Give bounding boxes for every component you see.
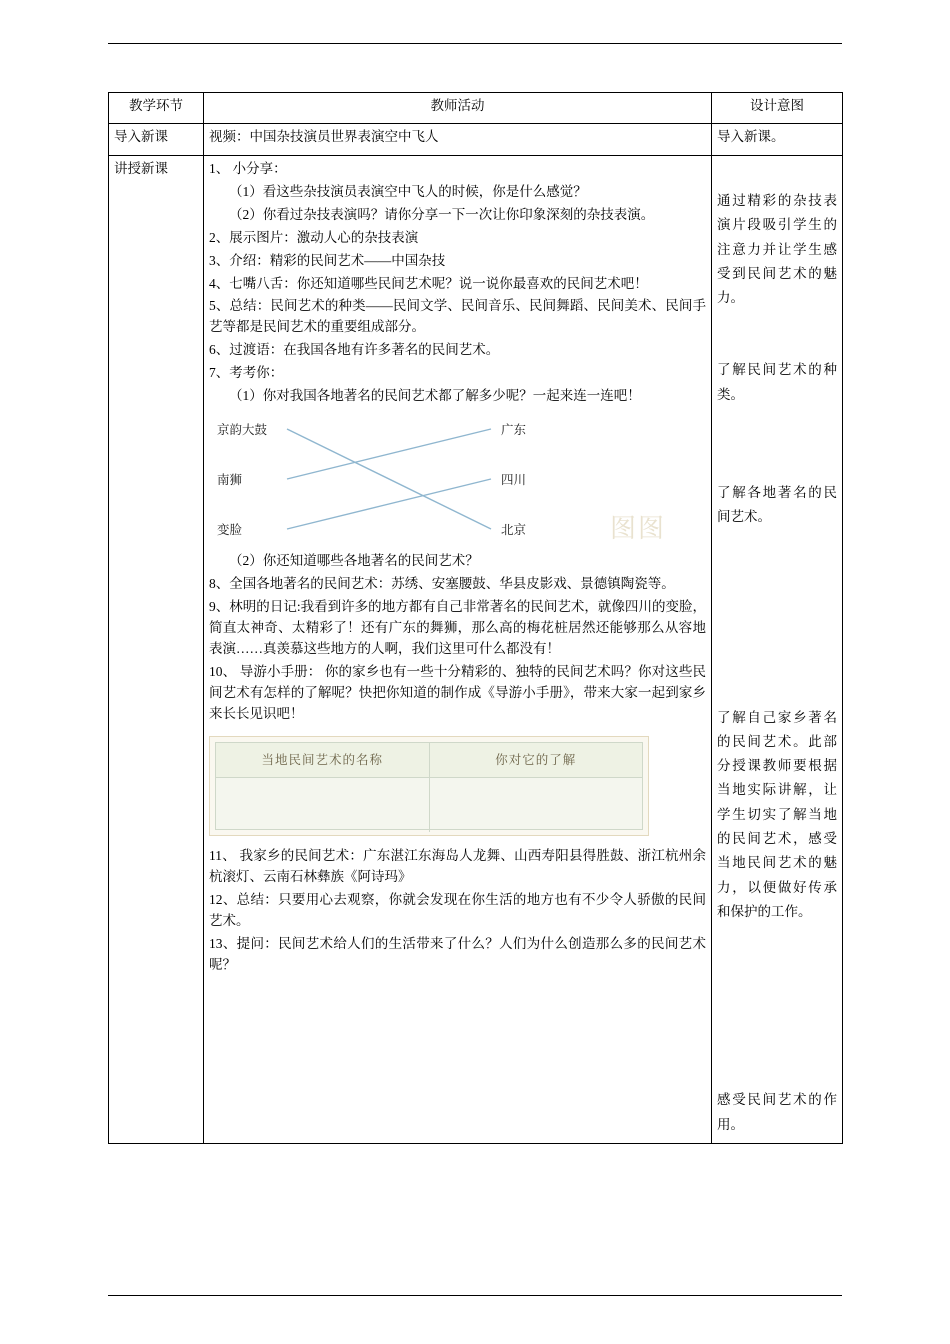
header-stage: 教学环节 [109,93,204,124]
activity-line-14: 10、 导游小手册： 你的家乡也有一些十分精彩的、独特的民间艺术吗？你对这些民间艺术有怎样的了解呢？快把你知道的制作成《导游小手册》，带来大家一起到家乡来长长见识吧！ [209,663,706,721]
table-row [109,155,843,1143]
aim-text-3: 了解各地著名的民间艺术。 [717,485,837,525]
match-right-3: 北京 [501,523,527,538]
match-left-3: 变脸 [217,523,243,538]
aim-text-4: 了解自己家乡著名的民间艺术。此部分授课教师要根据当地实际讲解，让学生切实了解当地的民间艺术，感受当地民间艺术的魅力，以便做好传承和保护的工作。 [717,709,837,919]
tour-handbook-table-image [209,736,649,836]
activity-line-4: 2、展示图片：激动人心的杂技表演 [209,229,419,245]
activity-line-7: 5、总结：民间艺术的种类——民间文学、民间音乐、民间舞蹈、民间美术、民间手艺等都是民间艺术的重要组成部分。 [209,298,706,335]
header-aim: 设计意图 [712,93,843,124]
header-rule [108,43,842,44]
handbook-col1-header: 当地民间艺术的名称 [216,743,430,777]
handbook-inner [215,742,643,830]
activity-line-11: （2）你还知道哪些各地著名的民间艺术？ [229,553,479,569]
activity-line-13: 9、林明的日记:我看到许多的地方都有自己非常著名的民间艺术，就像四川的变脸，简直太神奇、太精彩了！还有广东的舞狮，那么高的梅花桩居然还能够那么从容地表演……真羡慕这些地方的人啊，我们这里可什么都没有！ [209,598,706,656]
cell-activity-intro: 视频：中国杂技演员世界表演空中飞人 [204,123,712,155]
handbook-cell-1 [216,778,430,832]
header-activity: 教师活动 [204,93,712,124]
activity-line-8: 6、过渡语：在我国各地有许多著名的民间艺术。 [209,342,500,358]
activity-line-16: 12、总结：只要用心去观察，你就会发现在你生活的地方也有不少令人骄傲的民间艺术。 [209,892,706,929]
activity-line-17: 13、提问：民间艺术给人们的生活带来了什么？人们为什么创造那么多的民间艺术呢？ [209,936,706,973]
activity-line-15: 11、 我家乡的民间艺术：广东湛江东海岛人龙舞、山西寿阳县得胜鼓、浙江杭州余杭滚灯、云南石林彝族《阿诗玛》 [209,848,706,885]
activity-line-2: （1）看这些杂技演员表演空中飞人的时候，你是什么感觉？ [229,183,587,199]
activity-line-9: 7、考考你： [209,365,284,381]
cell-activity-main [204,155,712,1143]
cell-stage-main: 讲授新课 [109,155,204,1143]
handbook-cell-2 [430,778,643,832]
watermark-text: 图图 [609,514,666,545]
activity-line-3: （2）你看过杂技表演吗？请你分享一下一次让你印象深刻的杂技表演。 [229,206,655,222]
aim-text-2: 了解民间艺术的种类。 [717,362,837,402]
activity-line-5: 3、介绍：精彩的民间艺术——中国杂技 [209,252,446,268]
footer-rule [108,1295,842,1296]
activity-line-1: 1、 小分享： [209,160,287,176]
match-left-2: 南狮 [217,473,243,488]
handbook-col2-header: 你对它的了解 [495,752,577,767]
match-right-2: 四川 [501,473,527,488]
table-header-row [109,93,843,124]
activity-line-6: 4、七嘴八舌：你还知道哪些民间艺术呢？说一说你最喜欢的民间艺术吧！ [209,275,648,291]
activity-line-10: （1）你对我国各地著名的民间艺术都了解多少呢？一起来连一连吧！ [229,388,641,404]
handbook-header-row [216,743,642,778]
handbook-body-row [216,778,642,832]
matching-lines-svg [209,417,629,543]
table-row [109,123,843,155]
matching-exercise-diagram [209,417,706,543]
cell-stage-intro: 导入新课 [109,123,204,155]
match-left-1: 京韵大鼓 [217,423,268,438]
aim-text-1: 通过精彩的杂技表演片段吸引学生的注意力并让学生感受到民间艺术的魅力。 [717,192,837,306]
cell-aim-intro: 导入新课。 [712,123,843,155]
activity-line-12: 8、全国各地著名的民间艺术：苏绣、安塞腰鼓、华县皮影戏、景德镇陶瓷等。 [209,575,675,591]
cell-aim-main [712,155,843,1143]
aim-text-5: 感受民间艺术的作用。 [717,1092,837,1132]
match-right-1: 广东 [501,423,527,438]
lesson-plan-table [108,92,843,1144]
